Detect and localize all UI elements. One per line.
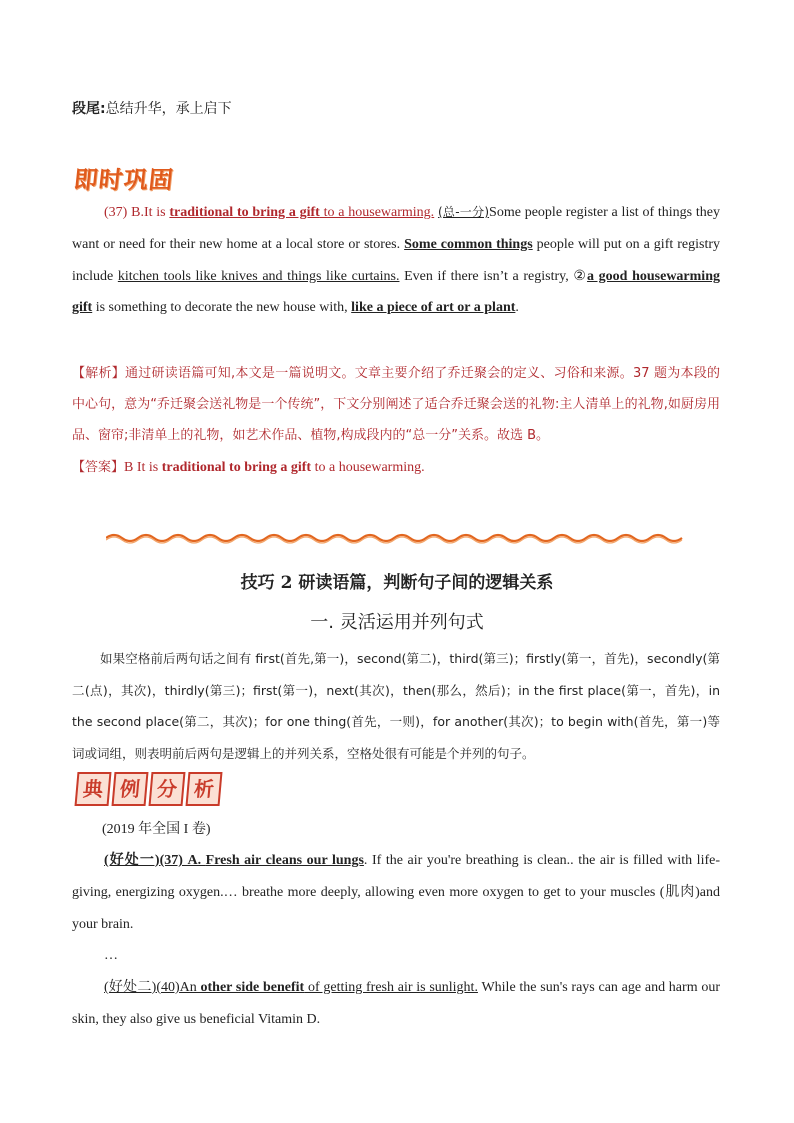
key-phrase: a good housewarming gift <box>72 268 720 316</box>
analysis-label: 【解析】 <box>72 366 126 381</box>
key-sentence: other side benefit <box>200 980 305 995</box>
ellipsis: … <box>104 948 118 963</box>
passage-text: is something to decorate the new house with, <box>92 300 352 316</box>
answer-text: to a housewarming. <box>311 460 425 475</box>
structure-mark: (总-一分) <box>437 205 490 219</box>
passage-example-1 <box>72 197 720 324</box>
paragraph-end-text: 总结升华，承上启下 <box>105 101 232 117</box>
benefit-label: (好处一)(37) A. <box>104 853 206 868</box>
passage-text: . <box>515 300 519 316</box>
answer-block <box>72 452 720 484</box>
answer-text: B It is <box>124 460 162 475</box>
intro-paragraph: 如果空格前后两句话之间有 first(首先,第一)，second(第二)，third(第三)；firstly(第一，首先)，secondly(第二(点)，其次)，thirdly(第三)；first(第一)，next(其次)，then(那么，然后)；in the first place(第一，首先)，in the second place(第二，其次)；for one thing(首先，一则)，for another(其次)；to begin with(首先，第一)等词或词组，则表明前后两句是逻辑上的并列关系，空格处很有可能是个并列的句子。 <box>72 651 720 761</box>
analysis-block <box>72 358 720 451</box>
sentence-tail: to a housewarming. <box>319 205 435 220</box>
example-box-char: 析 <box>186 772 223 806</box>
passage-text: people will put on a gift registry include <box>72 236 720 284</box>
key-phrase: traditional to bring a gift <box>169 205 320 220</box>
example-box-char: 分 <box>149 772 186 806</box>
tip-2-title: 技巧 2 研读语篇，判断句子间的逻辑关系 <box>240 573 554 593</box>
key-sentence: Fresh air cleans our lungs <box>205 853 364 868</box>
wavy-divider <box>106 530 688 546</box>
analysis-text: 通过研读语篇可知,本文是一篇说明文。文章主要介绍了乔迁聚会的定义、习俗和来源。37 题为本段的中心句，意为“乔迁聚会送礼物是一个传统”，下文分别阐述了适合乔迁聚会送的礼物:主人清单上的礼物,如厨房用品、窗帘;非清单上的礼物，如艺术作品、植物,构成段内的“总一分”关系。故选 B。 <box>72 366 720 443</box>
key-phrase: Some common things <box>404 236 533 252</box>
consolidate-heading: 即时巩固 <box>72 166 176 194</box>
example-passage-1 <box>72 845 720 940</box>
answer-label: 【答案】 <box>72 460 125 475</box>
key-sentence-tail: of getting fresh air is sunlight. <box>304 980 478 995</box>
paragraph-end-note <box>72 94 720 126</box>
key-phrase: like a piece of art or a plant <box>351 300 516 316</box>
passage-text: . If the air you're breathing is clean.. the air is filled with life-giving, energizing oxygen.… breathe more deeply, allowing even more oxygen to get to your muscles (肌肉)and your brain. <box>72 853 720 932</box>
passage-text: While the sun's rays can age and harm our skin, they also give us beneficial Vitamin D. <box>72 980 720 1027</box>
passage-text: Some people register a list of things they want or need for their new home at a local store or stores. <box>72 205 720 252</box>
example-box-char: 典 <box>75 772 112 806</box>
section-1-title: 一. 灵活运用并列句式 <box>310 612 484 633</box>
exam-source: (2019 年全国 I 卷) <box>102 822 211 837</box>
underlined-example: kitchen tools like knives and things like curtains. <box>117 268 400 284</box>
example-box-char: 例 <box>112 772 149 806</box>
question-number: (37) B.It is <box>104 205 170 220</box>
passage-text: Even if there isn’t a registry, ② <box>399 268 588 284</box>
example-analysis-heading <box>76 772 221 806</box>
paragraph-end-label: 段尾: <box>72 101 106 117</box>
example-passage-2 <box>72 972 720 1036</box>
benefit-label: (好处二)(40)An <box>104 980 201 995</box>
answer-key-phrase: traditional to bring a gift <box>161 460 312 475</box>
